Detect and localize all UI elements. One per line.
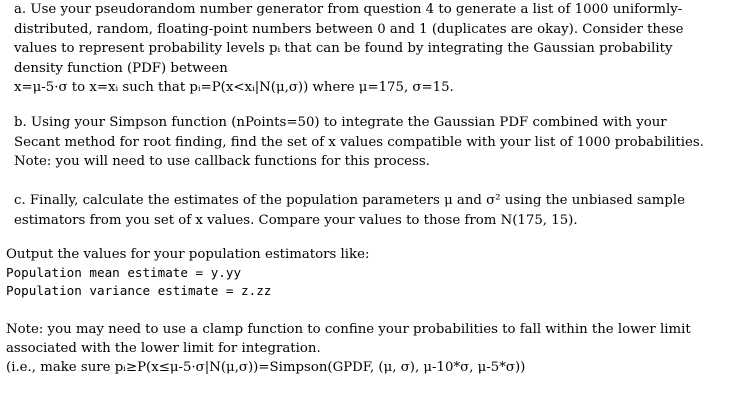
part-b-line: Note: you will need to use callback functions for this process.	[14, 154, 430, 169]
part-a-line: values to represent probability levels pᵢ that can be found by integrating the Gaussian probability	[14, 41, 673, 56]
variance-estimate-line: Population variance estimate = z.zz	[6, 283, 272, 298]
part-b-paragraph	[14, 113, 726, 172]
mean-estimate-line: Population mean estimate = y.yy	[6, 265, 242, 280]
part-a-paragraph	[14, 0, 726, 98]
output-intro: Output the values for your population estimators like:	[6, 247, 370, 262]
part-a-line: a. Use your pseudorandom number generator from question 4 to generate a list of 1000 uniformly-	[14, 2, 683, 17]
note-line: Note: you may need to use a clamp function to confine your probabilities to fall within the lower limit	[6, 322, 691, 337]
part-b-line: b. Using your Simpson function (nPoints=50) to integrate the Gaussian PDF combined with your	[14, 115, 667, 130]
part-c-line: c. Finally, calculate the estimates of the population parameters μ and σ² using the unbiased sample	[14, 193, 685, 208]
note-line: associated with the lower limit for integration.	[6, 341, 321, 356]
note-line: (i.e., make sure pᵢ≥P(x≤μ-5·σ|N(μ,σ))=Simpson(GPDF, (μ, σ), μ-10*σ, μ-5*σ))	[6, 360, 526, 375]
part-b-line: Secant method for root finding, find the set of x values compatible with your list of 1000 probabilities.	[14, 134, 704, 150]
part-c-paragraph	[14, 191, 726, 230]
clamp-note-section	[6, 320, 718, 377]
part-a-line: density function (PDF) between	[14, 60, 228, 76]
part-a-line: x=μ-5·σ to x=xᵢ such that pᵢ=P(x<xᵢ|N(μ,σ)) where μ=175, σ=15.	[14, 80, 454, 95]
part-c-line: estimators from you set of x values. Compare your values to those from N(175, 15).	[14, 212, 578, 228]
output-format-section	[6, 246, 718, 300]
part-a-line: distributed, random, floating-point numbers between 0 and 1 (duplicates are okay). Consider these	[14, 21, 684, 37]
